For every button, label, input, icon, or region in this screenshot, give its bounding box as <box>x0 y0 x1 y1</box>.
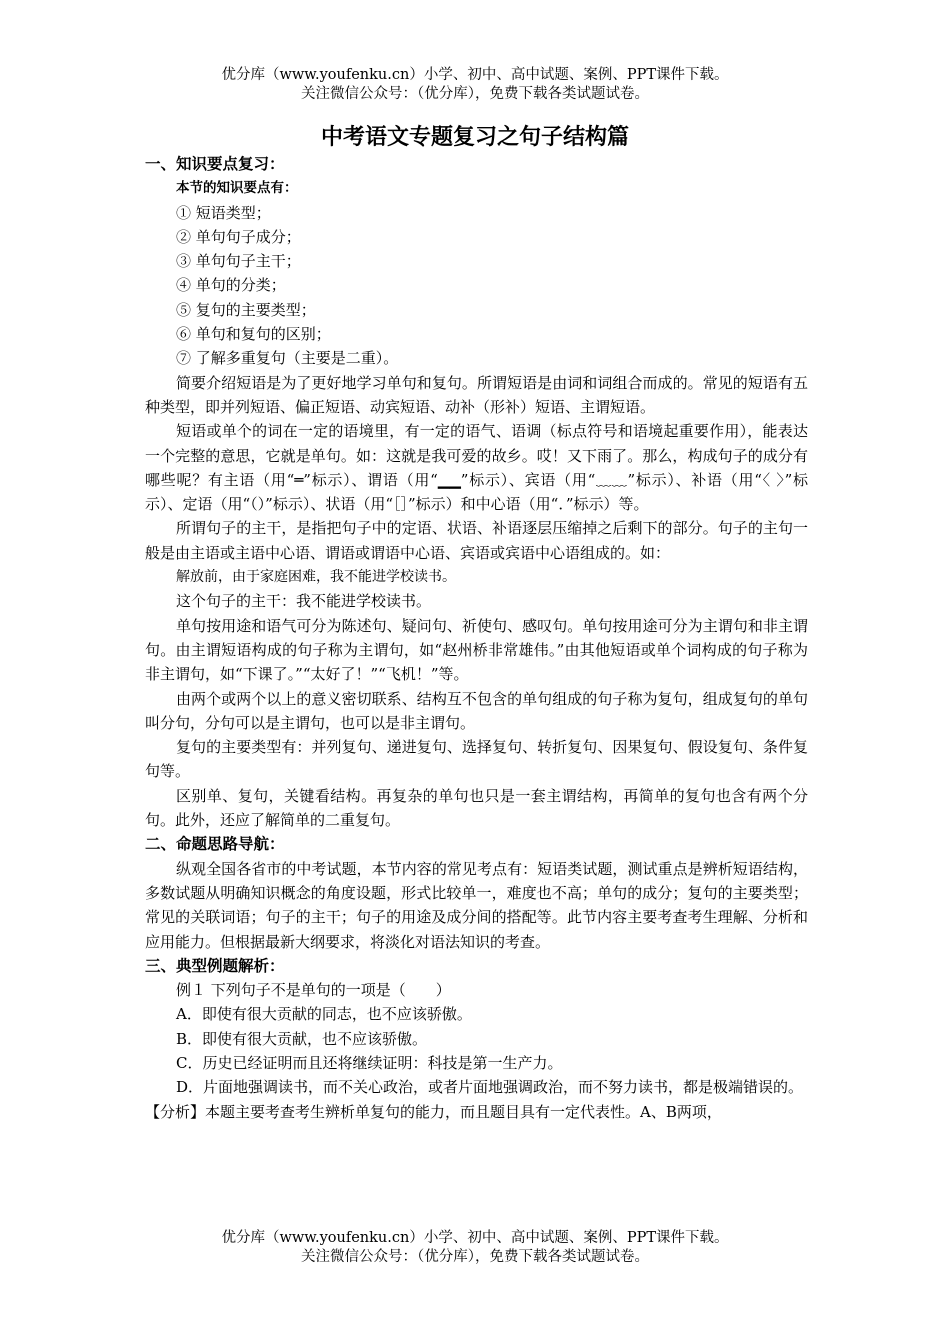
knowledge-point: ① 短语类型； <box>176 203 271 222</box>
paragraph: 纵观全国各省市的中考试题，本节内容的常见考点有：短语类试题，测试重点是辨析短语结构，多数试题从明确知识概念的角度设题，形式比较单一，难度也不高；单句的成分；复句的主要类型；常见的关联词语；句子的主干；句子的用途及成分间的搭配等。此节内容主要考查考生理解、分析和应用能力。但根据最新大纲要求，将淡化对语法知识的考查。 <box>145 859 808 951</box>
paragraph: 简要介绍短语是为了更好地学习单句和复句。所谓短语是由词和词组合而成的。常见的短语有五种类型，即并列短语、偏正短语、动宾短语、动补（形补）短语、主谓短语。 <box>145 373 808 416</box>
page-footer <box>0 1229 950 1267</box>
header-line-1: 优分库（www.youfenku.cn）小学、初中、高中试题、案例、PPT课件下载。 <box>221 67 729 83</box>
knowledge-point: ⑥ 单句和复句的区别； <box>176 325 331 344</box>
analysis-text: 【分析】本题主要考查考生辨析单复句的能力，而且题目具有一定代表性。A、B两项， <box>145 1102 722 1121</box>
paragraph: 单句按用途和语气可分为陈述句、疑问句、祈使句、感叹句。单句按用途可分为主谓句和非主谓句。由主谓短语构成的句子称为主谓句，如“赵州桥非常雄伟。”由其他短语或单个词构成的句子称为非主谓句，如“下课了。”“太好了！”“飞机！”等。 <box>145 616 808 684</box>
answer-option: A．即使有很大贡献的同志，也不应该骄傲。 <box>176 1005 472 1024</box>
knowledge-point: ⑦ 了解多重复句（主要是二重）。 <box>176 349 399 368</box>
answer-option: D．片面地强调读书，而不关心政治，或者片面地强调政治，而不努力读书，都是极端错误的。 <box>176 1078 804 1097</box>
example-sentence: 解放前，由于家庭困难，我不能进学校读书。 <box>176 569 456 586</box>
paragraph: 区别单、复句，关键看结构。再复杂的单句也只是一套主谓结构，再简单的复句也含有两个分句。此外，还应了解简单的二重复句。 <box>145 786 808 830</box>
paragraph: 复句的主要类型有：并列复句、递进复句、选择复句、转折复句、因果复句、假设复句、条件复句等。 <box>145 738 808 781</box>
section-1-heading: 一、知识要点复习： <box>145 155 285 173</box>
paragraph: 由两个或两个以上的意义密切联系、结构互不包含的单句组成的句子称为复句，组成复句的单句叫分句，分句可以是主谓句，也可以是非主谓句。 <box>145 689 808 732</box>
header-line-2: 关注微信公众号：（优分库），免费下载各类试题试卷。 <box>301 86 649 102</box>
knowledge-point: ③ 单句句子主干； <box>176 252 301 271</box>
answer-option: B．即使有很大贡献，也不应该骄傲。 <box>176 1029 428 1048</box>
section-2-heading: 二、命题思路导航： <box>145 835 285 854</box>
example-trunk: 这个句子的主干：我不能进学校读书。 <box>176 592 432 611</box>
section-1-intro: 本节的知识要点有： <box>176 180 298 197</box>
footer-line-2: 关注微信公众号：（优分库），免费下载各类试题试卷。 <box>301 1249 649 1265</box>
document-body <box>145 152 808 1124</box>
footer-line-1: 优分库（www.youfenku.cn）小学、初中、高中试题、案例、PPT课件下载。 <box>221 1230 729 1246</box>
page-header <box>0 66 950 104</box>
paragraph: 所谓句子的主干，是指把句子中的定语、状语、补语逐层压缩掉之后剩下的部分。句子的主句一般是由主语或主语中心语、谓语或谓语中心语、宾语或宾语中心语组成的。如： <box>145 519 808 562</box>
knowledge-point: ④ 单句的分类； <box>176 276 286 295</box>
answer-option: C．历史已经证明而且还将继续证明：科技是第一生产力。 <box>176 1053 563 1072</box>
document-title: 中考语文专题复习之句子结构篇 <box>320 125 629 150</box>
paragraph: 短语或单个的词在一定的语境里，有一定的语气、语调（标点符号和语境起重要作用），能表达一个完整的意思，它就是单句。如：这就是我可爱的故乡。哎！又下雨了。那么，构成句子的成分有哪些呢？有主语（用“═”标示）、谓语（用“▁▁”标示）、宾语（用“﹏﹏”标示）、补语（用“〈 〉”标示）、定语（用“（）”标示）、状语（用“［］”标示）和中心语（用“．”标示）等。 <box>145 422 808 514</box>
example-question: 例１ 下列句子不是单句的一项是（ ） <box>176 981 451 1000</box>
section-3-heading: 三、典型例题解析： <box>145 956 285 975</box>
knowledge-point: ② 单句句子成分； <box>176 227 301 246</box>
knowledge-point: ⑤ 复句的主要类型； <box>176 300 316 319</box>
